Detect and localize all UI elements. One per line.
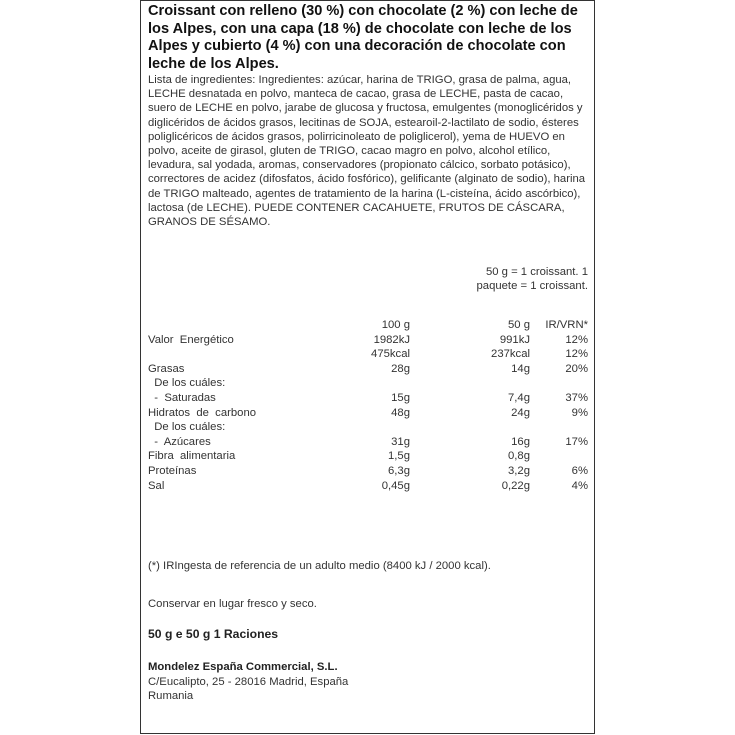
nutrition-cell-ir: 12% <box>565 348 588 361</box>
nutrition-cell-per50: 7,4g <box>508 391 530 404</box>
nutrition-row <box>148 420 588 435</box>
nutrition-cell-ir <box>530 420 588 435</box>
company-info <box>148 660 348 704</box>
nutrition-cell-ir: 6% <box>571 464 588 477</box>
nutrition-cell-per100: 0,45g <box>381 479 410 492</box>
company-name: Mondelez España Commercial, S.L. <box>148 661 338 673</box>
nutrition-cell-label: Valor Energético <box>148 333 234 346</box>
company-address: C/Eucalipto, 25 - 28016 Madrid, España <box>148 675 349 688</box>
nutrition-cell-ir: 20% <box>565 362 588 375</box>
nutrition-row <box>148 391 588 406</box>
nutrition-cell-per50: 991kJ <box>499 333 530 346</box>
product-title: Croissant con relleno (30 %) con chocolate (2 %) con leche de los Alpes, con una capa (18 %) de chocolate con leche de los Alpes y cubierto (4 %) con una decoración de chocolate con leche de los Alpes. <box>148 3 578 72</box>
nutrition-cell-per50: 14g <box>511 362 530 375</box>
ingredients-list: Lista de ingredientes: Ingredientes: azúcar, harina de TRIGO, grasa de palma, agua, LECHE desnatada en polvo, manteca de cacao, grasa de LECHE, pasta de cacao, suero de LECHE en polvo, jarabe de glucosa y fructosa, emulgentes (monoglicéridos y diglicéridos de ácidos grasos, lecitinas de SOJA, estearoil-2-lactilato de sodio, ésteres poliglicéricos de ácidos grasos, polirricinoleato de poliglicerol), yema de HUEVO en polvo, aceite de girasol, gluten de TRIGO, cacao magro en polvo, alcohol etílico, levadura, sal yodada, aromas, conservadores (propionato cálcico, sorbato potásico), correctores de acidez (difosfatos, ácido fosfórico), gelificante (alginato de sodio), harina de TRIGO malteado, agentes de tratamiento de la harina (L-cisteína, ácido ascórbico), lactosa (de LECHE). PUEDE CONTENER CACAHUETE, FRUTOS DE CÁSCARA, GRANOS DE SÉSAMO. <box>148 74 586 229</box>
nutrition-cell-label <box>148 347 338 362</box>
footnote: (*) IRIngesta de referencia de un adulto medio (8400 kJ / 2000 kcal). <box>148 560 491 572</box>
nutrition-row <box>148 449 588 464</box>
company-country: Rumania <box>148 690 194 702</box>
nutrition-cell-per50: 16g <box>511 435 530 448</box>
nutrition-cell-per50: 0,8g <box>508 450 530 463</box>
nutrition-cell-per50: 237kcal <box>491 348 530 361</box>
nutrition-cell-ir: 4% <box>571 479 588 492</box>
nutrition-cell-ir: 9% <box>571 406 588 419</box>
header-label <box>148 318 338 333</box>
nutrition-cell-per50: 24g <box>511 406 530 419</box>
nutrition-cell-label: - Saturadas <box>148 391 216 404</box>
header-per100: 100 g <box>381 319 410 331</box>
header-per50: 50 g <box>508 319 530 331</box>
nutrition-row <box>148 435 588 450</box>
nutrition-row <box>148 464 588 479</box>
nutrition-cell-label: Fibra alimentaria <box>148 450 236 463</box>
servings-info: 50 g e 50 g 1 Raciones <box>148 627 279 641</box>
nutrition-cell-label: Hidratos de carbono <box>148 406 257 419</box>
nutrition-cell-ir: 12% <box>565 333 588 346</box>
nutrition-cell-label: - Azúcares <box>148 435 211 448</box>
nutrition-cell-per100: 15g <box>391 391 410 404</box>
nutrition-cell-ir <box>530 449 588 464</box>
nutrition-cell-per100: 48g <box>391 406 410 419</box>
nutrition-cell-per50 <box>410 376 530 391</box>
nutrition-table <box>148 318 588 493</box>
nutrition-header-row <box>148 318 588 333</box>
nutrition-cell-ir: 37% <box>565 391 588 404</box>
header-ir: IR/VRN* <box>545 319 588 331</box>
nutrition-row <box>148 362 588 377</box>
nutrition-cell-per50: 3,2g <box>508 464 530 477</box>
nutrition-cell-label: Sal <box>148 479 165 492</box>
nutrition-cell-per100 <box>338 420 410 435</box>
nutrition-cell-per50: 0,22g <box>501 479 530 492</box>
nutrition-cell-label: De los cuáles: <box>148 377 226 390</box>
nutrition-row <box>148 406 588 421</box>
nutrition-cell-per100: 1,5g <box>388 450 410 463</box>
nutrition-row <box>148 479 588 494</box>
nutrition-cell-per100: 31g <box>391 435 410 448</box>
nutrition-cell-per100: 475kcal <box>371 348 410 361</box>
nutrition-cell-per50 <box>410 420 530 435</box>
nutrition-cell-per100: 6,3g <box>388 464 410 477</box>
nutrition-row <box>148 333 588 348</box>
nutrition-cell-per100: 28g <box>391 362 410 375</box>
portion-line-2: paquete = 1 croissant. <box>476 280 588 293</box>
portion-line-1: 50 g = 1 croissant. 1 <box>485 266 588 278</box>
nutrition-row <box>148 347 588 362</box>
nutrition-cell-label: Proteínas <box>148 464 197 477</box>
nutrition-row <box>148 376 588 391</box>
nutrition-cell-label: Grasas <box>148 362 185 375</box>
portion-info <box>466 265 588 293</box>
storage-instructions: Conservar en lugar fresco y seco. <box>148 598 317 610</box>
nutrition-cell-per100 <box>338 376 410 391</box>
nutrition-cell-ir: 17% <box>565 435 588 448</box>
nutrition-cell-per100: 1982kJ <box>373 333 410 346</box>
nutrition-cell-ir <box>530 376 588 391</box>
nutrition-cell-label: De los cuáles: <box>148 421 226 434</box>
